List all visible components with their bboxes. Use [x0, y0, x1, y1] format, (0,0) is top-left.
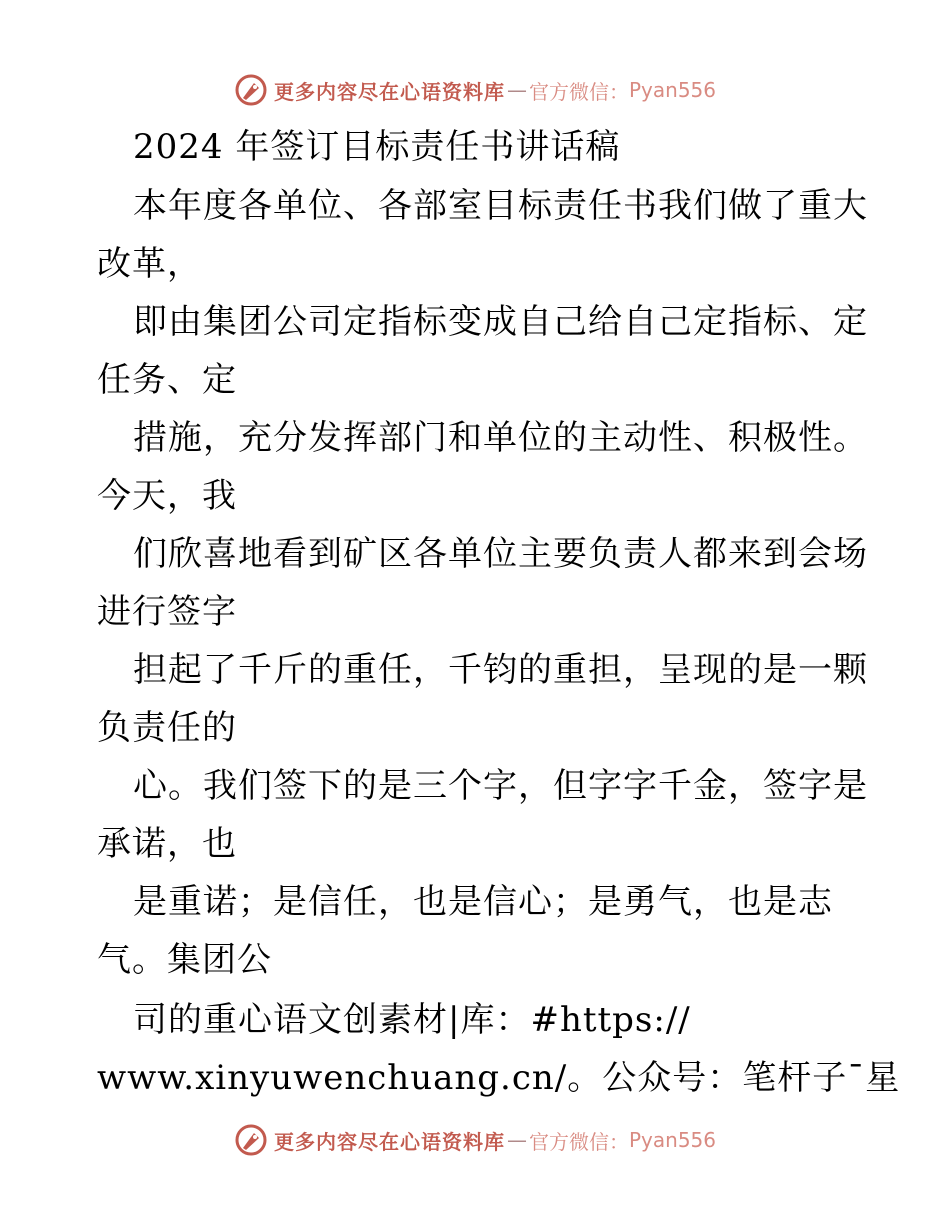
- document-title: 2024 年签订目标责任书讲话稿: [133, 127, 621, 167]
- text-line: 气。集团公: [97, 940, 272, 980]
- banner-wechat-id: Pyan556: [628, 78, 716, 102]
- pen-nib-logo-icon: [234, 73, 268, 107]
- text-line: 进行签字: [97, 592, 237, 632]
- banner-wechat-id: Pyan556: [628, 1128, 716, 1152]
- header-watermark-banner: [0, 70, 950, 110]
- text-line: 司的重心语文创素材|库：#https://: [133, 1000, 691, 1040]
- text-line: 即由集团公司定指标变成自己给自己定指标、定: [133, 302, 868, 342]
- text-line: 负责任的: [97, 708, 237, 748]
- text-line: 是重诺；是信任，也是信心；是勇气，也是志: [133, 882, 833, 922]
- footer-watermark-banner: [0, 1120, 950, 1160]
- banner-wechat-label: 官方微信：: [528, 1129, 629, 1154]
- text-line: 措施，充分发挥部门和单位的主动性、积极性。: [133, 418, 868, 458]
- text-line: 们欣喜地看到矿区各单位主要负责人都来到会场: [133, 534, 868, 574]
- text-line: www.xinyuwenchuang.cn/。公众号：笔杆子¯星: [97, 1058, 901, 1098]
- text-line: 任务、定: [97, 360, 237, 400]
- banner-main-text: 更多内容尽在心语资料库: [273, 1129, 505, 1154]
- text-line: 改革，: [97, 244, 202, 284]
- text-line: 心。我们签下的是三个字，但字字千金，签字是: [133, 766, 868, 806]
- text-line: 本年度各单位、各部室目标责任书我们做了重大: [133, 186, 868, 226]
- text-line: 今天，我: [97, 476, 237, 516]
- banner-wechat-label: 官方微信：: [528, 79, 629, 104]
- pen-nib-logo-icon: [234, 1123, 268, 1157]
- banner-dash: —: [506, 1128, 527, 1152]
- text-line: 承诺，也: [97, 824, 237, 864]
- banner-dash: —: [506, 78, 527, 102]
- banner-main-text: 更多内容尽在心语资料库: [273, 79, 505, 104]
- text-line: 担起了千斤的重任，千钧的重担，呈现的是一颗: [133, 650, 868, 690]
